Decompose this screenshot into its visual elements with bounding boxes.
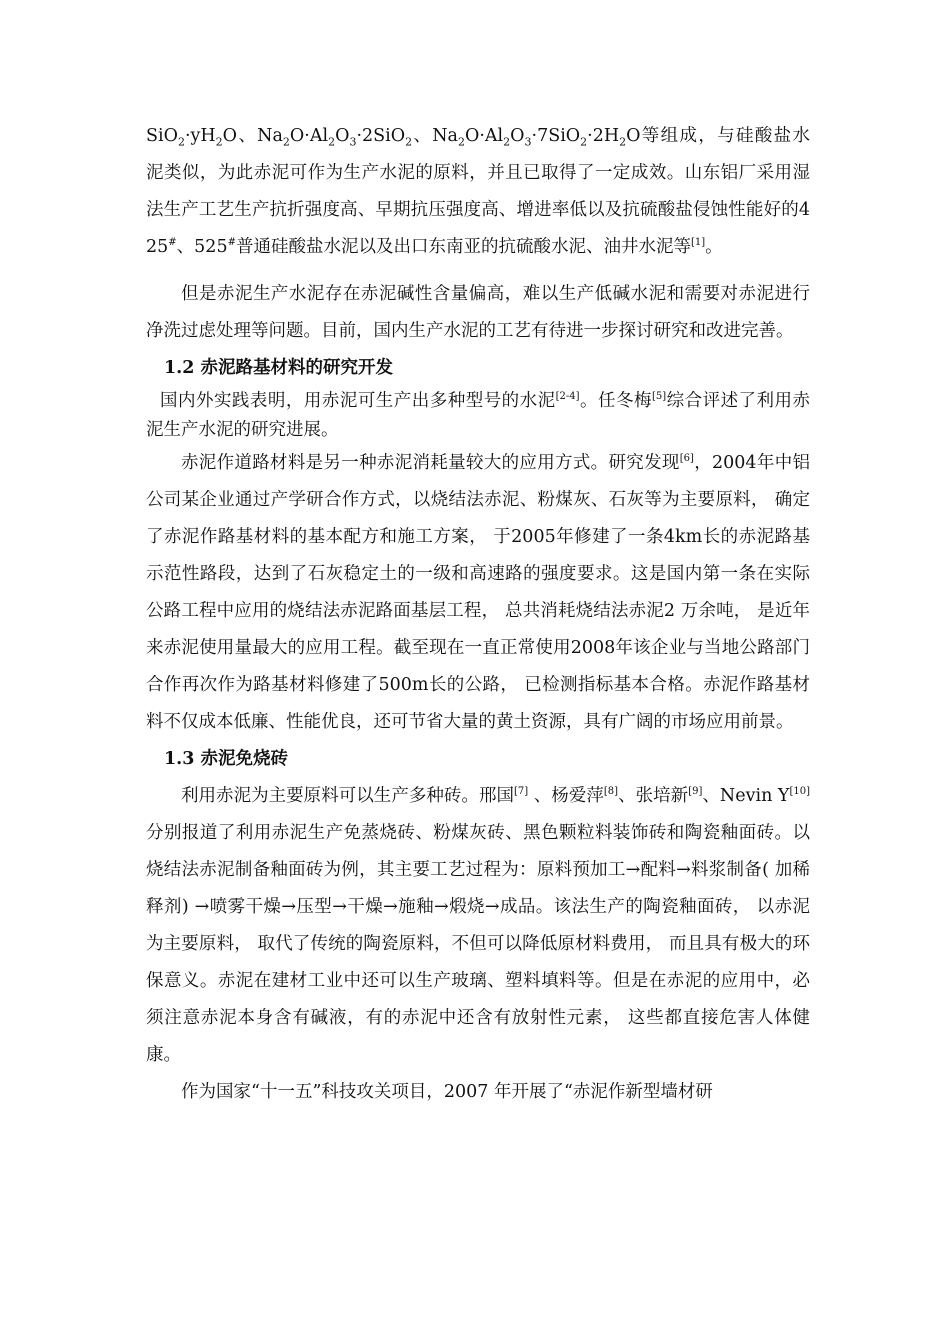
paragraph-cement-issues: 但是赤泥生产水泥存在赤泥碱性含量偏高，难以生产低碱水泥和需要对赤泥进行净洗过虑处理等问题。目前，国内生产水泥的工艺有待进一步探讨研究和改进完善。: [146, 284, 810, 341]
text-run: ，2004年中铝公司某企业通过产学研合作方式，以烧结法赤泥、粉煤灰、石灰等为主要原料， 确定了赤泥作路基材料的基本配方和施工方案， 于2005年修建了一条4km长的赤泥路基示范性路段，达到了石灰稳定土的一级和高速路的强度要求。这是国内第一条在实际公路工程中应用的烧结法赤泥路面基层工程， 总共消耗烧结法赤泥2 万余吨， 是近年来赤泥使用量最大的应用工程。截至现在一直正常使用2008年该企业与当地公路部门合作再次作为路基材料修建了500m长的公路， 已检测指标基本合格。赤泥作路基材料不仅成本低廉、性能优良，还可节省大量的黄土资源，具有广阔的市场应用前景。: [146, 453, 811, 732]
subscript: 2: [328, 135, 336, 149]
citation-ref: [10]: [789, 786, 811, 798]
paragraph-national-project: 作为国家“十一五”科技攻关项目，2007 年开展了“赤泥作新型墙材研: [181, 1082, 713, 1102]
text-run: 分别报道了利用赤泥生产免蒸烧砖、粉煤灰砖、黑色颗粒料装饰砖和陶瓷釉面砖。以烧结法赤泥制备釉面砖为例，其主要工艺过程为：原料预加工→配料→料浆制备( 加稀释剂) →喷雾干燥→压型→干燥→施釉→煅烧→成品。该法生产的陶瓷釉面砖， 以赤泥为主要原料， 取代了传统的陶瓷原料，不但可以降低原材料费用， 而且具有极大的环保意义。赤泥在建材工业中还可以生产玻璃、塑料填料等。但是在赤泥的应用中，必须注意赤泥本身含有碱液，有的赤泥中还含有放射性元素， 这些都直接危害人体健康。: [146, 823, 810, 1065]
text-run: O: [510, 126, 525, 146]
text-run: 、Na: [412, 126, 458, 146]
document-body: [146, 118, 810, 1111]
subscript: 2: [215, 135, 223, 149]
text-run: 普通硅酸盐水泥以及出口东南亚的抗硫酸水泥、油井水泥等: [235, 237, 691, 257]
citation-ref: [7]: [514, 786, 529, 798]
text-run: 。: [705, 237, 723, 257]
text-run: ·yH: [184, 126, 216, 146]
text-run: O: [335, 126, 350, 146]
text-run: 利用赤泥为主要原料可以生产多种砖。邢国: [181, 786, 514, 806]
citation-ref: [5]: [651, 391, 667, 403]
text-run: O等组成，与硅酸盐水泥类似，为此赤泥可作为生产水泥的原料，并且已取得了一定成效。山东铝厂采用湿法生产工艺生产抗折强度高、早期抗压强度高、增进率低以及抗硫酸盐侵蚀性能好的425: [146, 126, 810, 257]
subscript: 2: [503, 135, 511, 149]
citation-ref: [9]: [688, 786, 703, 798]
paragraph-bricks: [146, 778, 810, 1074]
superscript: #: [168, 237, 177, 249]
subscript: 2: [619, 135, 627, 149]
text-run: O·Al: [465, 126, 504, 146]
section-heading-1-3: 1.3 赤泥免烧砖: [164, 749, 289, 769]
text-run: ·2H: [587, 126, 620, 146]
subscript: 2: [580, 135, 588, 149]
text-run: ·7SiO: [531, 126, 581, 146]
citation-ref: [2-4]: [555, 391, 580, 403]
text-run: 。任冬梅: [579, 391, 652, 411]
text-run: 、525: [176, 237, 228, 257]
text-run: 综合评述了利用赤泥生产水泥的研究进展。: [146, 391, 811, 440]
section-heading-1-2: 1.2 赤泥路基材料的研究开发: [164, 358, 394, 378]
paragraph-spacer: [146, 266, 810, 276]
paragraph-cement-practice: [146, 387, 810, 445]
text-run: 国内外实践表明，用赤泥可生产出多种型号的水泥: [160, 391, 556, 411]
text-run: 、Nevin Y: [702, 786, 790, 806]
subscript: 3: [349, 135, 357, 149]
subscript: 2: [177, 135, 185, 149]
citation-ref: [1]: [690, 237, 706, 249]
text-run: 赤泥作道路材料是另一种赤泥消耗量较大的应用方式。研究发现: [181, 453, 680, 473]
text-run: O·Al: [289, 126, 329, 146]
text-run: 、杨爱萍: [528, 786, 604, 806]
subscript: 2: [282, 135, 290, 149]
subscript: 3: [524, 135, 532, 149]
superscript: #: [227, 237, 236, 249]
text-run: 、张培新: [618, 786, 689, 806]
citation-ref: [6]: [679, 453, 694, 465]
citation-ref: [8]: [603, 786, 619, 798]
text-run: SiO: [146, 126, 178, 146]
paragraph-cement-composition: [146, 118, 810, 266]
subscript: 2: [458, 135, 465, 149]
text-run: O、Na: [222, 126, 283, 146]
subscript: 2: [405, 135, 413, 149]
text-run: ·2SiO: [356, 126, 406, 146]
paragraph-road-material: [146, 445, 810, 741]
